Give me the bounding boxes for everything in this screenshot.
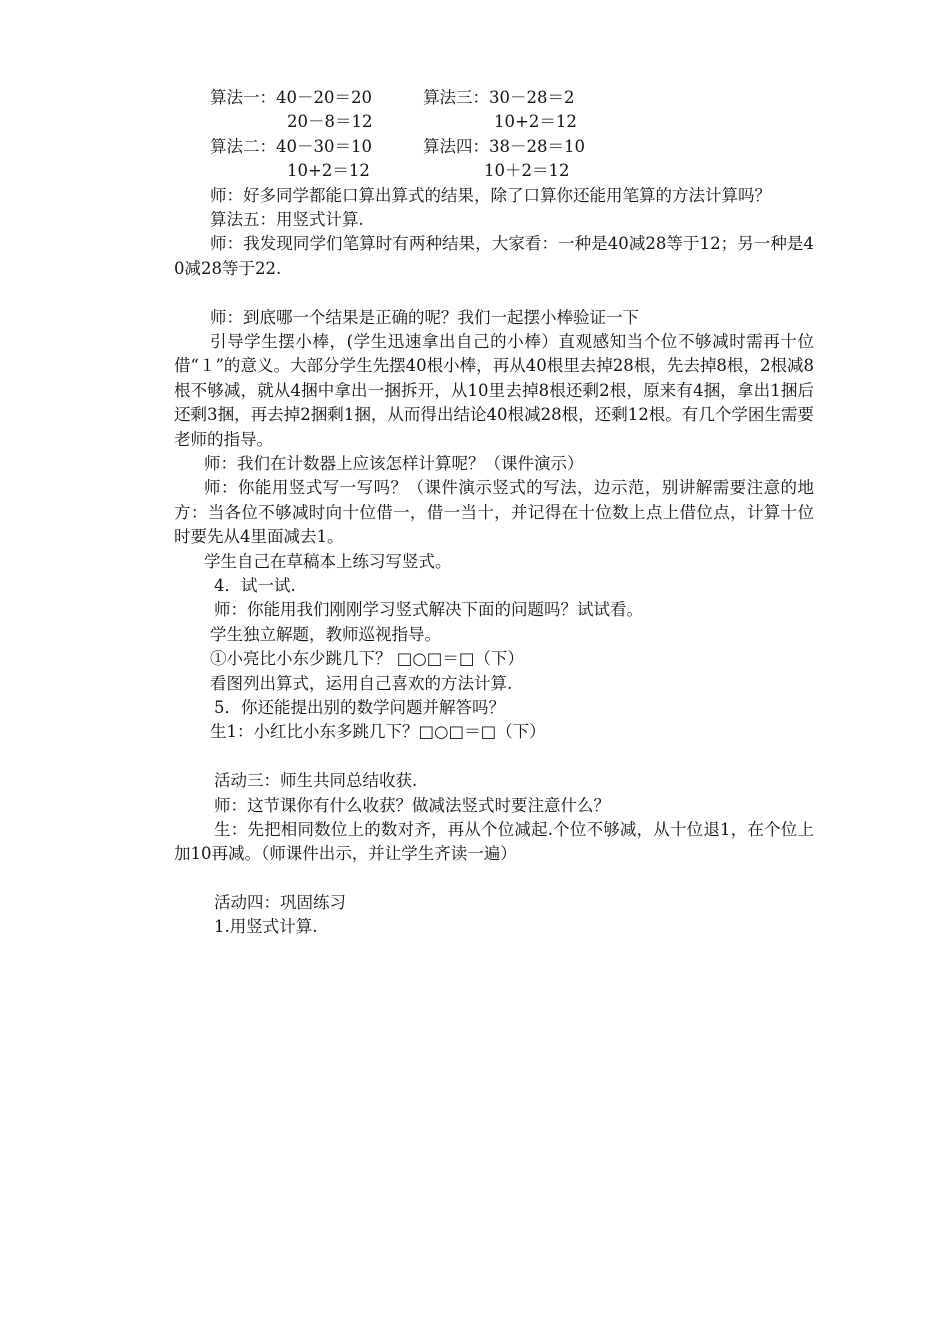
heading-activity-four: 活动四：巩固练习 bbox=[214, 893, 346, 913]
algorithm-row-3 bbox=[174, 135, 814, 159]
paragraph-two-results: 师：我发现同学们笔算时有两种结果，大家看：一种是40减28等于12；另一种是40减28等于22. bbox=[174, 234, 814, 278]
section-more-questions: 5．你还能提出别的数学问题并解答吗？ bbox=[214, 697, 505, 717]
paragraph-list-formula: 看图列出算式，运用自己喜欢的方法计算. bbox=[210, 673, 513, 693]
paragraph-which-correct: 师：到底哪一个结果是正确的呢？我们一起摆小棒验证一下 bbox=[210, 307, 639, 327]
algorithm-row-1 bbox=[174, 86, 814, 110]
algorithm-four-line-2: 10＋2＝12 bbox=[484, 161, 570, 181]
algorithm-three-line-2: 10+2＝12 bbox=[494, 112, 577, 132]
algorithm-two-line-1: 算法二：40－30＝10 bbox=[210, 136, 372, 156]
paragraph-independent-solving: 学生独立解题，教师巡视指导。 bbox=[210, 624, 441, 644]
paragraph-draft-practice: 学生自己在草稿本上练习写竖式。 bbox=[204, 551, 452, 571]
paragraph-summary-answer: 生：先把相同数位上的数对齐，再从个位减起.个位不够减，从十位退1，在个位上加10再减。（师课件出示，并让学生齐读一遍） bbox=[174, 819, 814, 864]
exercise-1: 1.用竖式计算. bbox=[214, 917, 318, 937]
section-try-it: 4．试一试. bbox=[214, 575, 296, 595]
blank-line bbox=[174, 281, 814, 305]
algorithm-two-line-2: 10+2＝12 bbox=[287, 161, 370, 181]
paragraph-algorithm-five: 算法五：用竖式计算. bbox=[210, 209, 364, 229]
blank-line bbox=[174, 867, 814, 891]
algorithm-one-line-2: 20－8＝12 bbox=[287, 112, 373, 132]
algorithm-three-line-1: 算法三：30－28＝2 bbox=[423, 88, 575, 107]
heading-activity-three: 活动三：师生共同总结收获. bbox=[214, 771, 418, 791]
algorithm-row-4 bbox=[174, 159, 814, 183]
paragraph-sticks-guidance: 引导学生摆小棒，(学生迅速拿出自己的小棒）直观感知当个位不够减时需再十位借“１”的意义。大部分学生先摆40根小棒，再从40根里去掉28根，先去掉8根，2根减8根不够减，就从4捆中拿出一捆拆开，从10里去掉8根还剩2根，原来有4捆，拿出1捆后还剩3捆，再去掉2捆剩1捆，从而得出结论40根减28根，还剩12根。有几个学困生需要老师的指导。 bbox=[174, 331, 814, 449]
problem-1: ①小亮比小东少跳几下？ □○□＝□（下） bbox=[210, 649, 524, 669]
blank-line bbox=[174, 745, 814, 769]
paragraph-try-question: 师：你能用我们刚刚学习竖式解决下面的问题吗？试试看。 bbox=[214, 600, 643, 620]
paragraph-teacher-written-calc: 师：好多同学都能口算出算式的结果，除了口算你还能用笔算的方法计算吗？ bbox=[210, 185, 771, 205]
paragraph-counter: 师：我们在计数器上应该怎样计算呢？（课件演示） bbox=[204, 453, 584, 473]
problem-student-1: 生1：小红比小东多跳几下？□○□＝□（下） bbox=[210, 722, 546, 742]
paragraph-summary-question: 师：这节课你有什么收获？做减法竖式时要注意什么？ bbox=[214, 795, 610, 815]
paragraph-vertical-form: 师：你能用竖式写一写吗？（课件演示竖式的写法，边示范，别讲解需要注意的地方：当各位不够减时向十位借一，借一当十，并记得在十位数上点上借位点，计算十位时要先从4里面减去1。 bbox=[174, 478, 814, 547]
algorithm-four-line-1: 算法四：38－28＝10 bbox=[423, 136, 585, 156]
algorithm-one-line-1: 算法一：40－20＝20 bbox=[210, 88, 372, 107]
document-body bbox=[174, 86, 814, 940]
algorithm-row-2 bbox=[174, 110, 814, 134]
